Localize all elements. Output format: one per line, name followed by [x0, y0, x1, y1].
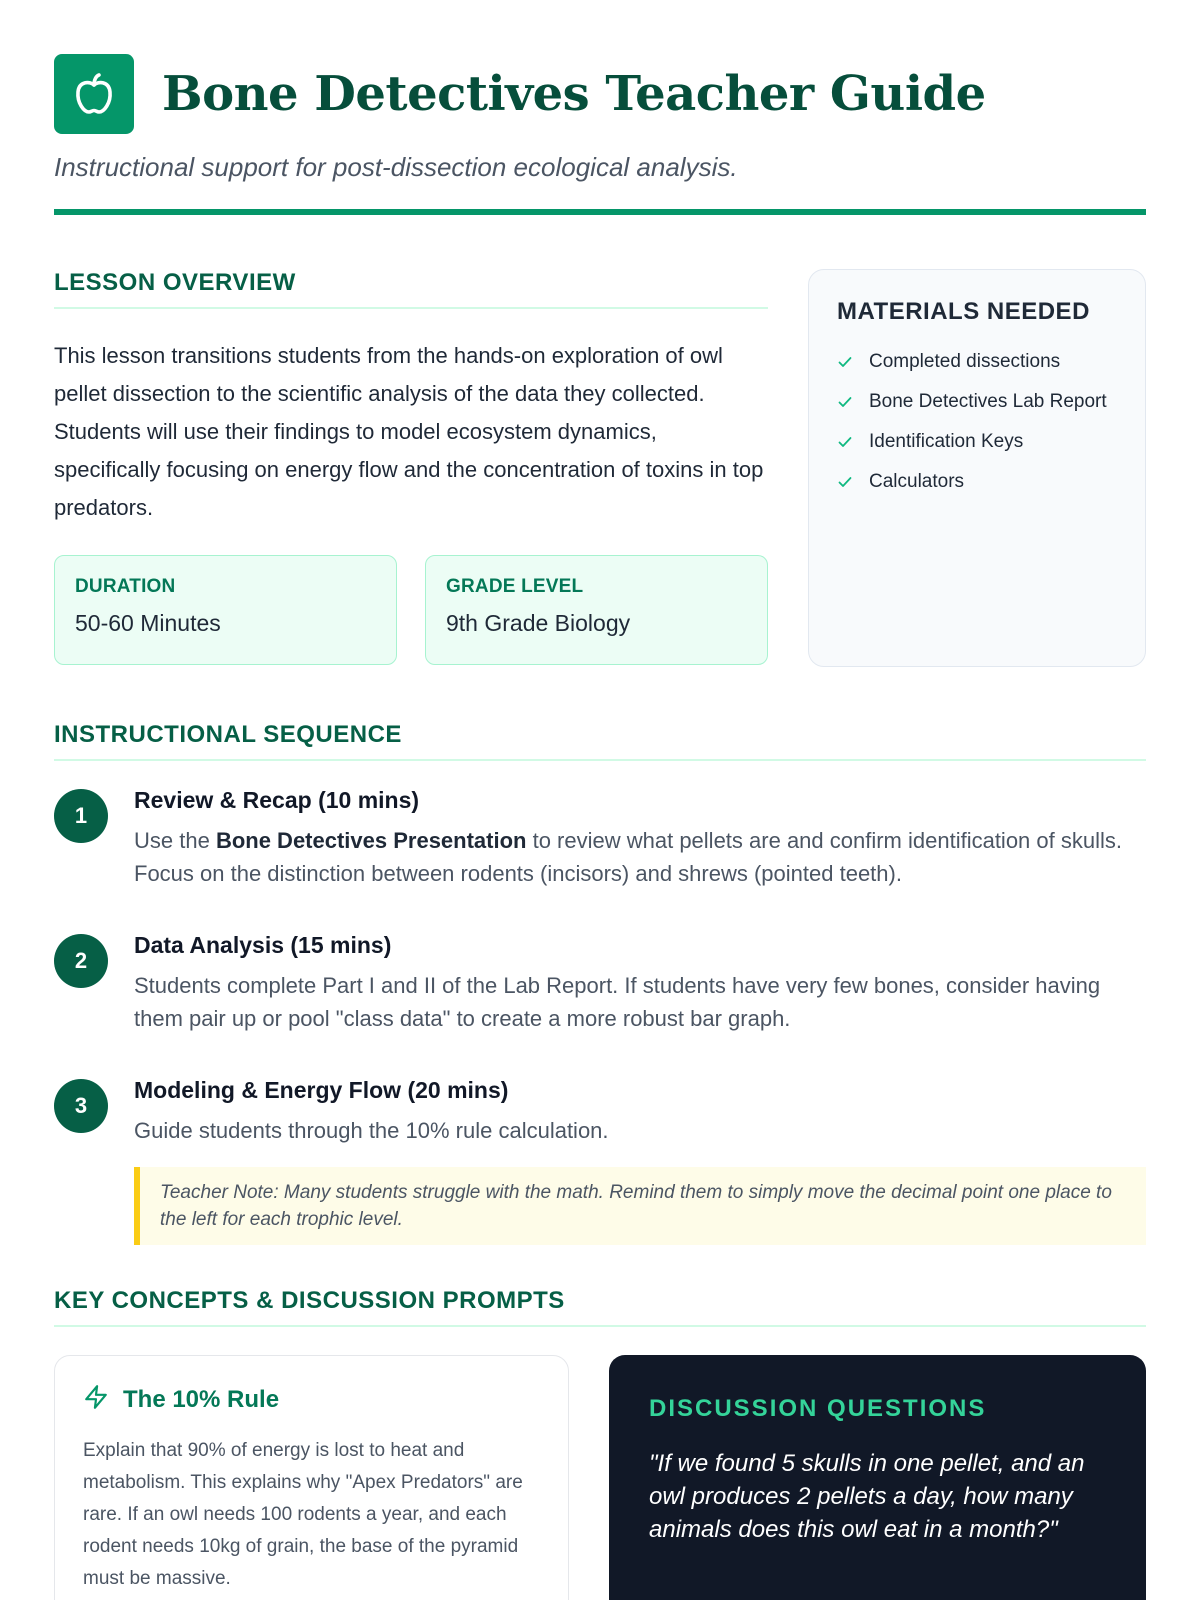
step-body [134, 932, 1146, 1035]
step-text [134, 824, 1146, 890]
materials-heading: MATERIALS NEEDED [837, 298, 1090, 325]
lightning-icon [83, 1384, 109, 1415]
page-header [54, 54, 1146, 134]
grade-level-label: GRADE LEVEL [446, 576, 584, 597]
ten-percent-rule-card [54, 1355, 569, 1600]
duration-value: 50-60 Minutes [75, 610, 221, 636]
grade-level-value: 9th Grade Biology [446, 610, 631, 636]
discussion-questions-card [609, 1355, 1146, 1600]
duration-label: DURATION [75, 576, 176, 597]
step-text-emphasis: Bone Detectives Presentation [215, 828, 527, 853]
step-title: Data Analysis (15 mins) [134, 932, 392, 958]
discussion-title: DISCUSSION QUESTIONS [649, 1395, 987, 1422]
apple-icon [54, 54, 134, 134]
step-title: Review & Recap (10 mins) [134, 787, 420, 813]
step-1 [54, 787, 1146, 890]
materials-card [808, 269, 1146, 667]
step-text-end: to review what pellets are and confirm identification of skulls. Focus on the distinction between rodents (incisors) and shrews (pointed teeth). [134, 828, 1122, 886]
step-text-start: Use the [134, 828, 216, 853]
duration-card [54, 555, 397, 665]
step-body [134, 1077, 1146, 1245]
step-3 [54, 1077, 1146, 1245]
key-concepts-heading: KEY CONCEPTS & DISCUSSION PROMPTS [54, 1287, 1146, 1327]
step-number-badge: 3 [54, 1079, 108, 1133]
page-subtitle: Instructional support for post-dissection ecological analysis. [54, 152, 738, 182]
step-2 [54, 932, 1146, 1035]
step-body [134, 787, 1146, 890]
overview-row [54, 269, 1146, 667]
step-text: Guide students through the 10% rule calculation. [134, 1118, 609, 1143]
list-item [837, 388, 1117, 415]
instructional-sequence [54, 721, 1146, 1245]
discussion-question: "If we found 5 skulls in one pellet, and an owl produces 2 pellets a day, how many animals does this owl eat in a month?" [649, 1450, 1085, 1543]
lesson-overview-heading: LESSON OVERVIEW [54, 269, 768, 309]
list-item [837, 348, 1117, 375]
material-label: Completed dissections [869, 351, 1061, 372]
card-header [83, 1384, 540, 1415]
concept-cards [54, 1355, 1146, 1600]
card-text: Explain that 90% of energy is lost to heat and metabolism. This explains why "Apex Predators" are rare. If an owl needs 100 rodents a year, and each rodent needs 10kg of grain, the base of the pyramid must be massive. [83, 1440, 523, 1589]
teacher-note: Teacher Note: Many students struggle with the math. Remind them to simply move the decimal point one place to the left for each trophic level. [134, 1167, 1146, 1245]
check-icon [837, 434, 855, 450]
step-number-badge: 1 [54, 789, 108, 843]
check-icon [837, 394, 855, 410]
card-title: The 10% Rule [123, 1385, 280, 1413]
grade-level-card [425, 555, 768, 665]
page-title: Bone Detectives Teacher Guide [162, 66, 986, 122]
steps-list [54, 787, 1146, 1245]
material-label: Calculators [869, 471, 965, 492]
step-number-badge: 2 [54, 934, 108, 988]
check-icon [837, 354, 855, 370]
lesson-stats [54, 555, 768, 665]
header-divider [54, 209, 1146, 215]
lesson-overview-text: This lesson transitions students from the hands-on exploration of owl pellet dissection to the scientific analysis of the data they collected. Students will use their findings to model ecosystem dynamics, specifically focusing on energy flow and the concentration of toxins in top predators. [54, 343, 764, 520]
lesson-overview [54, 269, 768, 667]
step-title: Modeling & Energy Flow (20 mins) [134, 1077, 509, 1103]
step-text: Students complete Part I and II of the Lab Report. If students have very few bones, consider having them pair up or pool "class data" to create a more robust bar graph. [134, 973, 1101, 1031]
check-icon [837, 474, 855, 490]
instructional-sequence-heading: INSTRUCTIONAL SEQUENCE [54, 721, 1146, 761]
material-label: Identification Keys [869, 431, 1024, 452]
key-concepts [54, 1287, 1146, 1600]
list-item [837, 428, 1117, 455]
materials-list [837, 348, 1117, 495]
list-item [837, 468, 1117, 495]
material-label: Bone Detectives Lab Report [869, 391, 1107, 412]
